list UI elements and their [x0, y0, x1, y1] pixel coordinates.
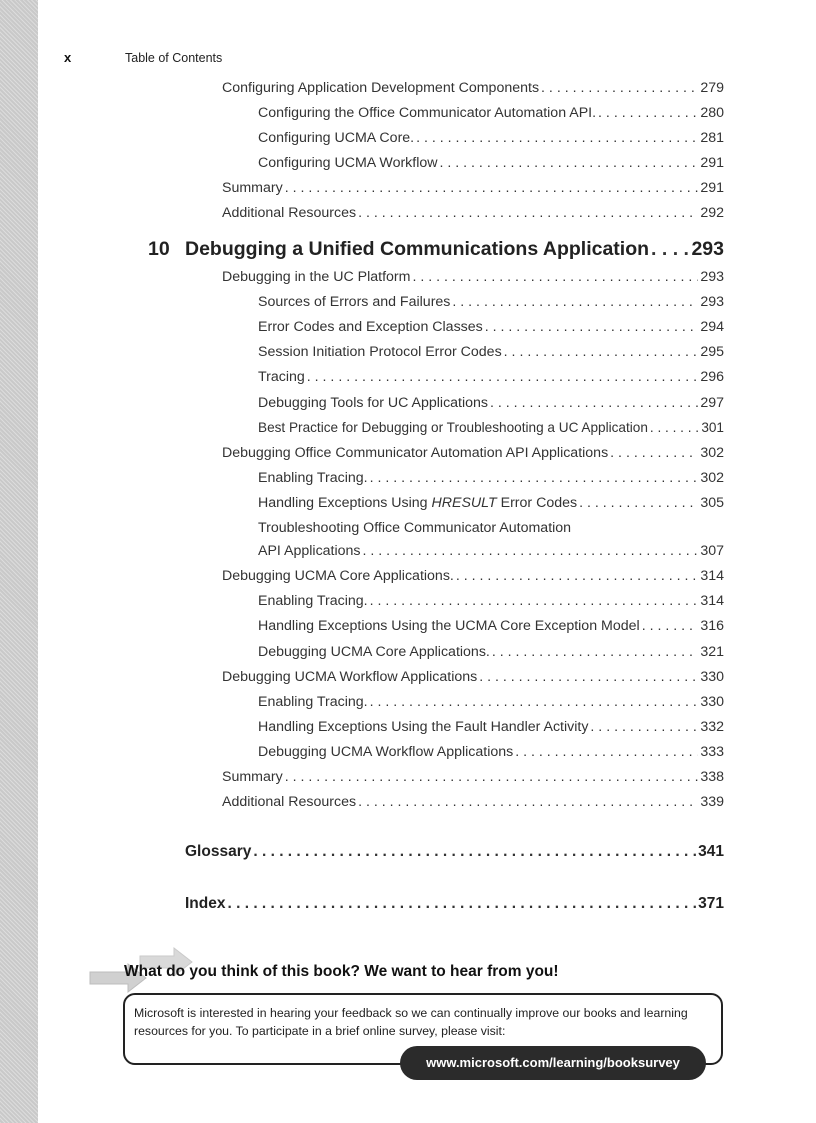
toc-entry[interactable]: Configuring Application Development Components . . . 279 [222, 80, 724, 96]
toc-index[interactable]: Index . . . 371 [185, 895, 724, 913]
running-head-title: Table of Contents [125, 51, 223, 65]
toc-entry[interactable]: API Applications . . . 307 [258, 543, 724, 559]
toc-entry[interactable]: Session Initiation Protocol Error Codes . . . 295 [258, 344, 724, 360]
toc-entry[interactable]: Debugging UCMA Core Applications. . . . 321 [258, 644, 724, 660]
page-edge-strip [0, 0, 38, 1123]
toc-entry[interactable]: Additional Resources . . . 339 [222, 794, 724, 810]
toc-entry[interactable]: Sources of Errors and Failures . . . 293 [258, 294, 724, 310]
toc-entry[interactable]: Handling Exceptions Using HRESULT Error Codes . . . 305 [258, 495, 724, 511]
toc-entry[interactable]: Debugging UCMA Workflow Applications . . . 330 [222, 669, 724, 685]
page-marker: x [64, 50, 72, 65]
toc-entry-wrap-line: Troubleshooting Office Communicator Automation [258, 520, 572, 536]
toc-entry[interactable]: Handling Exceptions Using the Fault Handler Activity . . . 332 [258, 719, 724, 735]
toc-entry[interactable]: Best Practice for Debugging or Troubleshooting a UC Application . . . 301 [258, 420, 724, 435]
chapter-heading[interactable] [148, 238, 724, 261]
toc-entry[interactable]: Debugging Tools for UC Applications . . . 297 [258, 395, 724, 411]
toc-entry[interactable]: Debugging in the UC Platform . . . 293 [222, 269, 724, 285]
toc-entry[interactable]: Tracing . . . 296 [258, 369, 724, 385]
toc-entry[interactable]: Summary . . . 338 [222, 769, 724, 785]
chapter-number: 10 [148, 238, 170, 260]
toc-entry[interactable]: Debugging Office Communicator Automation API Applications . . . 302 [222, 445, 724, 461]
toc-entry[interactable]: Configuring the Office Communicator Automation API. . . . 280 [258, 105, 724, 121]
toc-entry[interactable]: Handling Exceptions Using the UCMA Core Exception Model . . . 316 [258, 618, 724, 634]
survey-url-link[interactable]: www.microsoft.com/learning/booksurvey [400, 1046, 706, 1080]
chapter-title: Debugging a Unified Communications Application [185, 238, 650, 260]
toc-entry[interactable]: Debugging UCMA Workflow Applications . . . 333 [258, 744, 724, 760]
toc-glossary[interactable]: Glossary . . . 341 [185, 843, 724, 861]
toc-entry[interactable]: Summary . . . 291 [222, 180, 724, 196]
chapter-page: 293 [691, 238, 724, 260]
toc-entry[interactable]: Debugging UCMA Core Applications. . . . 314 [222, 568, 724, 584]
toc-entry[interactable]: Error Codes and Exception Classes . . . 294 [258, 319, 724, 335]
toc-entry[interactable]: Configuring UCMA Core. . . . 281 [258, 130, 724, 146]
survey-body: Microsoft is interested in hearing your feedback so we can continually improve our books and learning resources for you. To participate in a brief online survey, please visit: [134, 1006, 688, 1038]
toc-entry[interactable]: Enabling Tracing. . . . 314 [258, 593, 724, 609]
toc-entry[interactable]: Enabling Tracing. . . . 330 [258, 694, 724, 710]
toc-entry[interactable]: Configuring UCMA Workflow . . . 291 [258, 155, 724, 171]
toc-entry[interactable]: Enabling Tracing. . . . 302 [258, 470, 724, 486]
survey-title: What do you think of this book? We want to hear from you! [124, 963, 559, 980]
toc-entry[interactable]: Additional Resources . . . 292 [222, 205, 724, 221]
